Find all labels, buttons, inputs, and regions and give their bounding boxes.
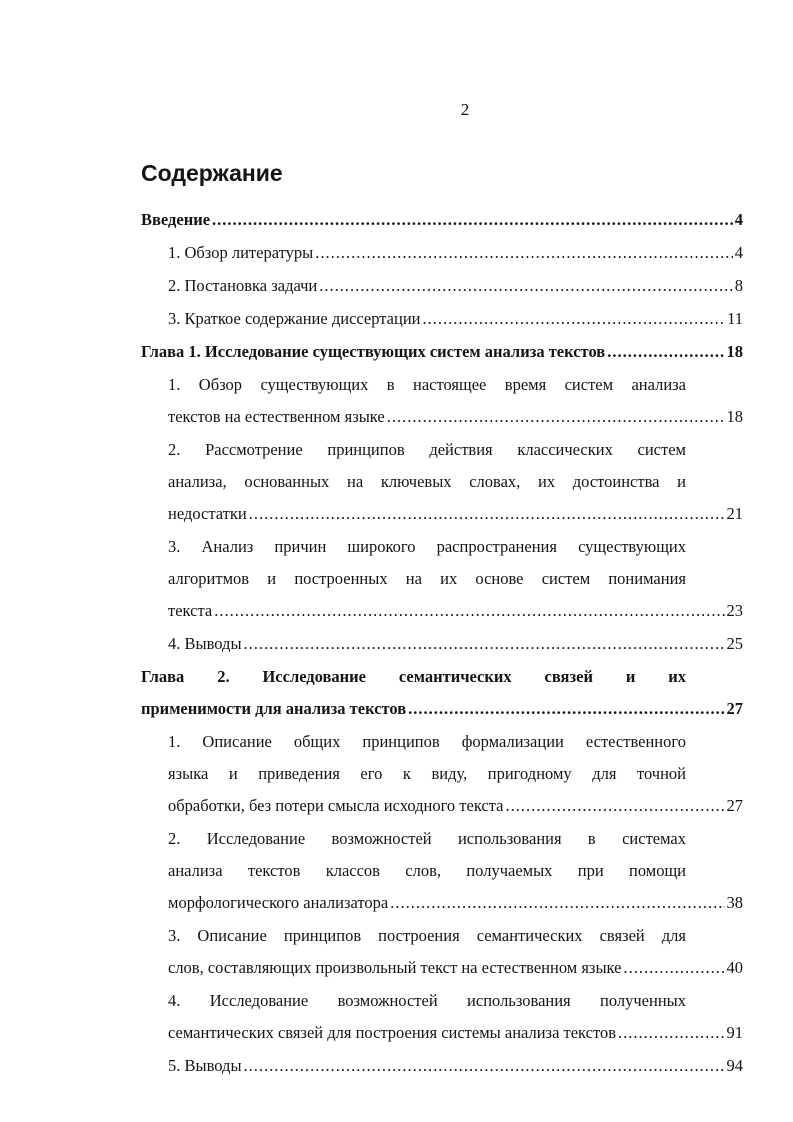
toc-entry-title-row [168, 628, 743, 660]
toc-entry-title-row [168, 498, 743, 530]
dot-leader [390, 887, 724, 919]
dot-leader [506, 790, 725, 822]
page-title: Содержание [141, 160, 283, 186]
toc-entry-section[interactable] [168, 303, 743, 335]
toc-entry-section[interactable] [168, 237, 743, 269]
toc-entry-title: 5. Выводы [168, 1056, 242, 1075]
toc-entry-line: 1. Обзор существующих в настоящее время систем анализа [168, 375, 686, 394]
toc-entry-section[interactable] [168, 726, 743, 822]
toc-entry-title: морфологического анализатора [168, 893, 389, 912]
toc-entry-title-row [168, 887, 743, 919]
toc-entry-line: алгоритмов и построенных на их основе систем понимания [168, 569, 686, 588]
toc-entry-page: 18 [726, 407, 743, 426]
toc-entry-title: недостатки [168, 504, 247, 523]
toc-entry-page: 11 [727, 309, 743, 328]
page-number: 2 [460, 100, 470, 119]
toc-entry-title-row [168, 1017, 743, 1049]
dot-leader [319, 270, 733, 302]
toc-entry-title-row [168, 303, 743, 335]
toc-entry-title: Введение [141, 210, 211, 229]
toc-entry-page: 40 [726, 958, 743, 977]
toc-entry-section[interactable] [168, 823, 743, 919]
toc-entry-chapter[interactable] [141, 336, 743, 368]
toc-entry-line: анализа, основанных на ключевых словах, их достоинства и [168, 472, 686, 491]
toc-entry-title: обработки, без потери смысла исходного текста [168, 796, 504, 815]
toc-entry-page: 8 [734, 276, 743, 295]
toc-entry-section[interactable] [168, 1050, 743, 1082]
toc-entry-page: 18 [726, 342, 743, 361]
toc-entry-section[interactable] [168, 369, 743, 433]
toc-entry-section[interactable] [168, 531, 743, 627]
dot-leader [387, 401, 725, 433]
toc-entry-title: Глава 1. Исследование существующих систем анализа текстов [141, 342, 606, 361]
toc-entry-title: 4. Выводы [168, 634, 242, 653]
toc-entry-line: 4. Исследование возможностей использования полученных [168, 991, 686, 1010]
toc-entry-title: применимости для анализа текстов [141, 699, 407, 718]
toc-entry-page: 21 [726, 504, 743, 523]
toc-entry-title-row [168, 270, 743, 302]
dot-leader [315, 237, 733, 269]
toc-entry-title-row [141, 693, 743, 725]
toc-entry-chapter[interactable] [141, 204, 743, 236]
toc-entry-line: 1. Описание общих принципов формализации естественного [168, 732, 686, 751]
toc-entry-chapter[interactable] [141, 661, 743, 725]
toc-entry-page: 27 [726, 796, 743, 815]
toc-entry-section[interactable] [168, 628, 743, 660]
toc-entry-title-row [141, 336, 743, 368]
dot-leader [214, 595, 724, 627]
toc-entry-title-row [168, 790, 743, 822]
dot-leader [623, 952, 724, 984]
toc-entry-section[interactable] [168, 920, 743, 984]
toc-entry-title-row [141, 204, 743, 236]
toc-entry-line: языка и приведения его к виду, пригодному для точной [168, 764, 686, 783]
toc-entry-section[interactable] [168, 985, 743, 1049]
toc-entry-title-row [168, 595, 743, 627]
dot-leader [244, 628, 725, 660]
toc-entry-title: 3. Краткое содержание диссертации [168, 309, 421, 328]
toc-entry-title-row [168, 1050, 743, 1082]
toc-entry-title: слов, составляющих произвольный текст на естественном языке [168, 958, 622, 977]
toc-entry-line: 2. Рассмотрение принципов действия классических систем [168, 440, 686, 459]
dot-leader [618, 1017, 724, 1049]
toc-entry-page: 38 [726, 893, 743, 912]
toc-entry-title-row [168, 237, 743, 269]
toc-entry-page: 25 [726, 634, 743, 653]
toc-entry-title: текстов на естественном языке [168, 407, 385, 426]
dot-leader [408, 693, 724, 725]
toc-entry-line: 3. Анализ причин широкого распространения существующих [168, 537, 686, 556]
dot-leader [212, 204, 733, 236]
toc-entry-line: 3. Описание принципов построения семантических связей для [168, 926, 686, 945]
toc-entry-line: Глава 2. Исследование семантических связей и их [141, 667, 686, 686]
toc-entry-title-row [168, 401, 743, 433]
toc-entry-line: 2. Исследование возможностей использования в системах [168, 829, 686, 848]
toc-entry-title: текста [168, 601, 213, 620]
toc-entry-page: 27 [726, 699, 743, 718]
toc-entry-title: 1. Обзор литературы [168, 243, 314, 262]
toc-entry-page: 4 [734, 210, 743, 229]
toc-entry-page: 4 [734, 243, 743, 262]
dot-leader [607, 336, 724, 368]
toc-entry-page: 23 [726, 601, 743, 620]
dot-leader [423, 303, 726, 335]
toc-entry-section[interactable] [168, 434, 743, 530]
toc-entry-section[interactable] [168, 270, 743, 302]
toc-entry-page: 91 [726, 1023, 743, 1042]
toc-entry-line: анализа текстов классов слов, получаемых при помощи [168, 861, 686, 880]
toc-entry-title: семантических связей для построения системы анализа текстов [168, 1023, 617, 1042]
toc-entry-page: 94 [726, 1056, 743, 1075]
toc-entry-title-row [168, 952, 743, 984]
dot-leader [244, 1050, 725, 1082]
dot-leader [249, 498, 725, 530]
toc-entry-title: 2. Постановка задачи [168, 276, 318, 295]
